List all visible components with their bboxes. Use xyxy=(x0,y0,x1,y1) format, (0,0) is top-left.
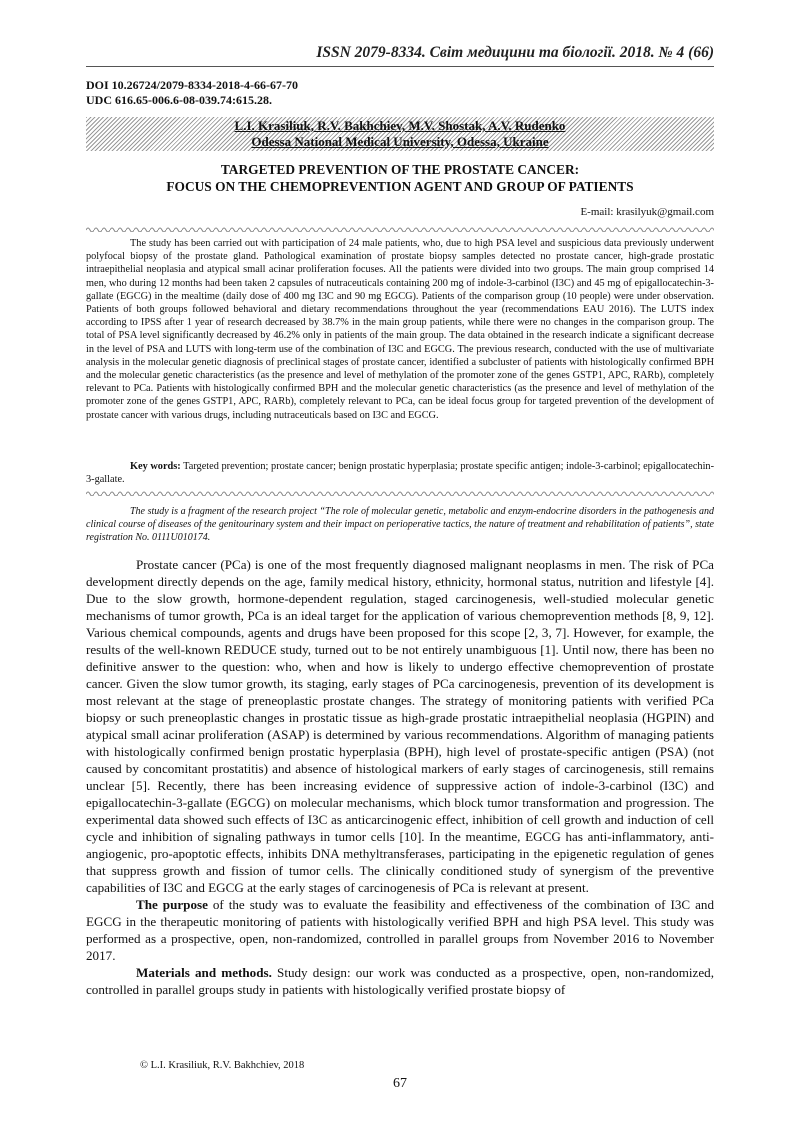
copyright: © L.I. Krasiliuk, R.V. Bakhchiev, 2018 xyxy=(140,1060,305,1071)
page-number: 67 xyxy=(393,1076,407,1091)
abstract-bottom-border xyxy=(86,490,714,496)
running-head: ISSN 2079-8334. Світ медицини та біології. 2018. № 4 (66) xyxy=(316,44,714,61)
keywords-list: Targeted prevention; prostate cancer; benign prostatic hyperplasia; prostate specific antigen; indole-3-carbinol; epigallocatechin-3-gallate. xyxy=(86,461,715,486)
doi-line: DOI 10.26724/2079-8334-2018-4-66-67-70 xyxy=(86,78,298,92)
authors-line: L.I. Krasiliuk, R.V. Bakhchiev, M.V. Shostak, A.V. Rudenko xyxy=(234,118,566,133)
author-email: E-mail: krasilyuk@gmail.com xyxy=(580,206,714,218)
affiliation-line: Odessa National Medical University, Odessa, Ukraine xyxy=(251,134,549,149)
article-body xyxy=(86,556,714,998)
udc-line: UDC 616.65-006.6-08-039.74:615.28. xyxy=(86,93,272,107)
keywords xyxy=(86,460,714,486)
abstract-top-border xyxy=(86,226,714,232)
purpose-label: The purpose xyxy=(136,897,208,912)
methods-text: Study design: our work was conducted as a prospective, open, non-randomized, controlled in parallel groups study in patients with histologically verified prostate biopsy of xyxy=(86,965,714,997)
keywords-label: Key words: xyxy=(130,461,181,472)
title-line-1: TARGETED PREVENTION OF THE PROSTATE CANCER: xyxy=(220,162,580,177)
funding-note: The study is a fragment of the research project “The role of molecular genetic, metabolic and enzym-endocrine disorders in the pathogenesis and clinical course of diseases of the genitourinary system and their impact on perioperative tactics, the nature of treatment and rehabilitation of patients”, state registration No. 0111U010174. xyxy=(86,506,714,543)
title-line-2: FOCUS ON THE CHEMOPREVENTION AGENT AND GROUP OF PATIENTS xyxy=(166,179,634,194)
methods-label: Materials and methods. xyxy=(136,965,272,980)
header-rule xyxy=(86,66,714,67)
author-banner xyxy=(86,117,714,152)
abstract-text: The study has been carried out with participation of 24 male patients, who, due to high PSA level and suspicious data previously underwent polyfocal biopsy of the prostate gland. Pathological examination of prostate biopsy samples detected no prostate cancer, high-grade prostatic intraepithelial neoplasia and atypical small acinar proliferation focuses. All the patients were divided into two groups. The main group comprised 14 men, who during 12 months had been taken 2 capsules of nutraceuticals containing 200 mg of indole-3-carbinol (I3C) and 45 mg of epigallocatechin-3-gallate (EGCG) in the mealtime (daily dose of 400 mg I3C and 90 mg EGCG). Patients of the comparison group (10 people) were under observation. Patients of both groups followed behavioral and dietary recommendations throughout the year (recommendations EAU 2016). The LUTS index according to IPSS after 1 year of research decreased by 38.7% in the main group patients, while there were no changes in the comparison group. The total of PSA level significantly decreased by 46.2% only in patients of the main group. The data obtained in the research indicate a significant decrease in the level of PSA and LUTS with long-term use of the combination of I3C and EGCG. The previous research, conducted with the use of multivariate analysis in the molecular genetic diagnosis of preclinical stages of prostate cancer, identified a subcluster of patients with histologically confirmed BPH and the molecular genetic characteristics (as the presence and level of methylation of the promoter zone of the genes GSTP1, APC, RARb), completely relevant to PCa. Patients with histologically confirmed BPH and the molecular genetic characteristics (as the presence and level of methylation of the promoter zone of the genes GSTP1, APC, RARb), completely relevant to PCa, can be ideal focus group for targeted prevention of the development of prostate cancer with various drugs, including nutraceuticals based on I3C and EGCG. xyxy=(86,238,714,421)
purpose-text: of the study was to evaluate the feasibility and effectiveness of the combination of I3C and EGCG in the therapeutic monitoring of patients with histologically verified BPH and high PSA level. This study was performed as a prospective, open, non-randomized, controlled in parallel groups from November 2016 to November 2017. xyxy=(86,897,714,963)
article-title xyxy=(86,161,714,195)
paragraph-introduction: Prostate cancer (PCa) is one of the most frequently diagnosed malignant neoplasms in men. The risk of PCa development directly depends on the age, family medical history, ethnicity, hormonal status, nutrition and lifestyle [4]. Due to the slow growth, hormone-dependent regulation, staged carcinogenesis, well-studied molecular genetic mechanisms of tumor growth, PCa is an ideal target for the application of various chemoprevention methods [8, 9, 12]. Various chemical compounds, agents and drugs have been proposed for this scope [2, 3, 7]. However, for example, the results of the well-known REDUCE study, turned out to be not entirely unambiguous [1]. Until now, there has been no definitive answer to the question: who, when and how is likely to undergo effective chemoprevention of prostate cancer. Given the slow tumor growth, its staging, early stages of PCa carcinogenesis, prevention of its development is most relevant at the stage of preneoplastic prostate changes. The strategy of monitoring patients with verified PCa biopsy or such preneoplastic changes in prostatic tissue as high-grade prostatic intraepithelial neoplasia (HGPIN) and atypical small acinar proliferation (ASAP) is determined by various recommendations. Algorithm of managing patients with histologically confirmed benign prostatic hyperplasia (BPH), high level of prostate-specific antigen (PSA) (not caused by concomitant prostatitis) and absence of histological markers of early stages of carcinogenesis, still remains unclear [5]. Recently, there has been increasing evidence of suppressive action of indole-3-carbinol (I3C) and epigallocatechin-3-gallate (EGCG) on molecular mechanisms, which block tumor transformation and progression. The experimental data showed such effects of I3C as anticarcinogenic effect, inhibition of cell growth and induction of cell cycle and inhibition of signaling pathways in tumor cells [10]. In the meantime, EGCG has anti-inflammatory, anti-angiogenic, pro-apoptotic effects, inhibits DNA methyltransferases, participating in the epigenetic regulation of genes that suppress growth and fission of tumor cells. The clinically conditioned study of synergism of the preventive capabilities of I3C and EGCG at the early stages of carcinogenesis of PCa is relevant at present. xyxy=(86,557,714,895)
doi-block xyxy=(86,78,298,108)
paragraph-purpose xyxy=(86,896,714,964)
paragraph-methods xyxy=(86,964,714,998)
